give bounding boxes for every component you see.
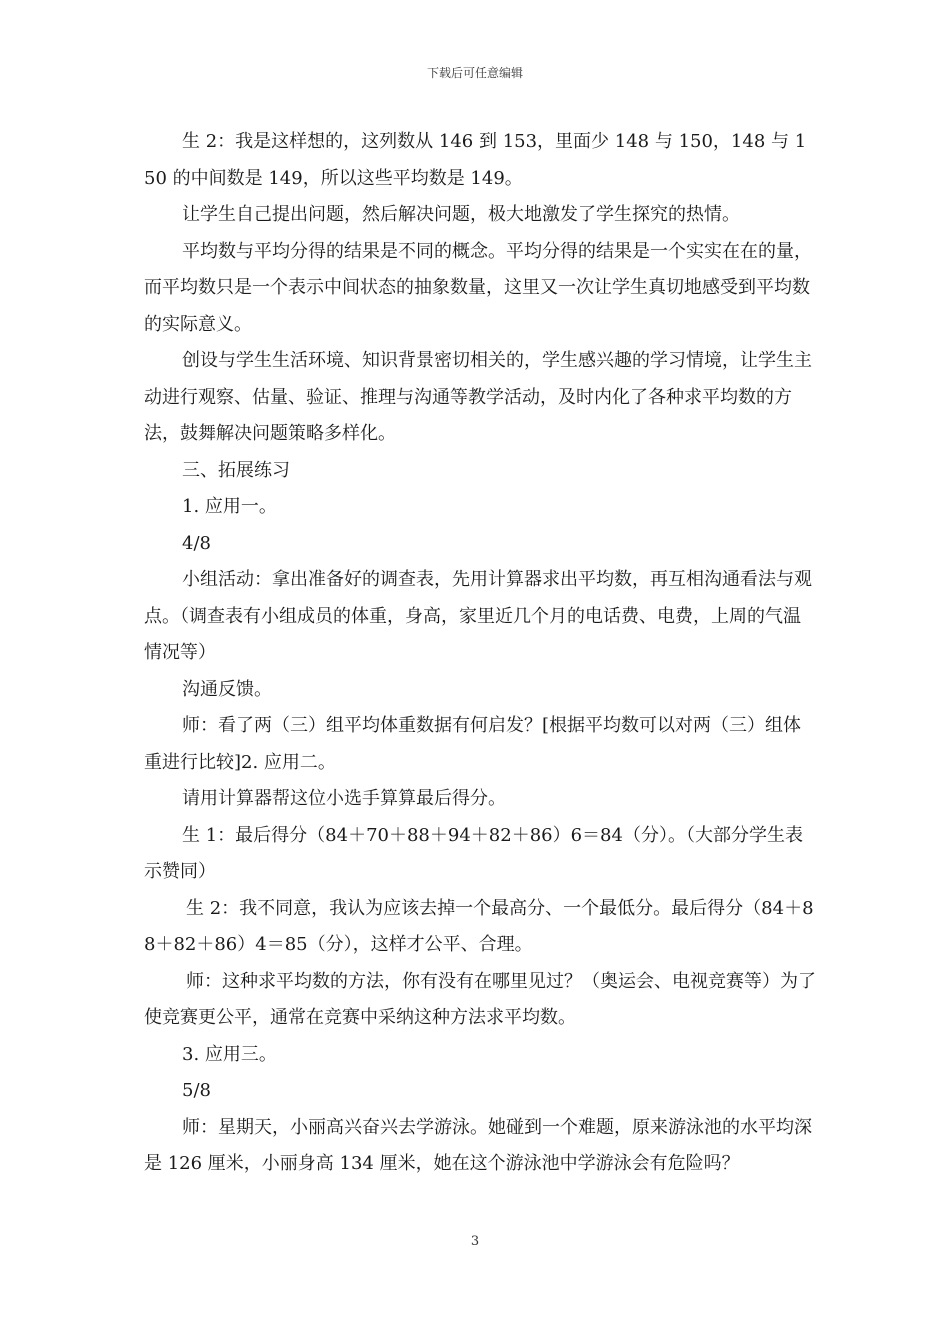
section-heading-extension: 三、拓展练习 (182, 459, 290, 481)
paragraph-student-questions: 让学生自己提出问题，然后解决问题，极大地激发了学生探究的热情。 (182, 204, 740, 225)
page-number: 3 (470, 1234, 480, 1249)
document-body (144, 124, 816, 1183)
paragraph-calculator-task: 请用计算器帮这位小选手算算最后得分。 (182, 788, 506, 809)
paragraph-learning-context: 创设与学生生活环境、知识背景密切相关的，学生感兴趣的学习情境，让学生主动进行观察、估量、验证、推理与沟通等教学活动，及时内化了各种求平均数的方法，鼓舞解决问题策略多样化。 (144, 350, 812, 444)
paragraph-feedback: 沟通反馈。 (182, 678, 272, 700)
paragraph-student2-reasoning: 生 2：我是这样想的，这列数从 146 到 153，里面少 148 与 150，148 与 150 的中间数是 149，所以这些平均数是 149。 (144, 131, 807, 189)
page-marker-4-of-8: 4/8 (182, 532, 211, 554)
paragraph-swimming-problem: 师：星期天，小丽高兴奋兴去学游泳。她碰到一个难题，原来游泳池的水平均深是 126 厘米，小丽身高 134 厘米，她在这个游泳池中学游泳会有危险吗？ (144, 1116, 812, 1174)
item-application-three: 3. 应用三。 (182, 1043, 277, 1065)
paragraph-student1-score: 生 1：最后得分（84＋70＋88＋94＋82＋86）6＝84（分）。（大部分学生表示赞同） (144, 824, 803, 882)
item-application-one: 1. 应用一。 (182, 496, 277, 517)
paragraph-group-activity: 小组活动：拿出准备好的调查表，先用计算器求出平均数，再互相沟通看法与观点。（调查表有小组成员的体重，身高，家里近几个月的电话费、电费，上周的气温情况等） (144, 569, 812, 663)
page-marker-5-of-8: 5/8 (182, 1080, 211, 1101)
paragraph-teacher-weight: 师：看了两（三）组平均体重数据有何启发？[根据平均数可以对两（三）组体重进行比较]2. 应用二。 (144, 715, 802, 773)
paragraph-average-concept: 平均数与平均分得的结果是不同的概念。平均分得的结果是一个实实在在的量，而平均数只是一个表示中间状态的抽象数量，这里又一次让学生真切地感受到平均数的实际意义。 (144, 240, 812, 335)
paragraph-teacher-method: 师：这种求平均数的方法，你有没有在哪里见过？（奥运会、电视竞赛等）为了使竞赛更公平，通常在竞赛中采纳这种方法求平均数。 (144, 970, 816, 1028)
paragraph-student2-score: 生 2：我不同意，我认为应该去掉一个最高分、一个最低分。最后得分（84＋88＋82＋86）4＝85（分），这样才公平、合理。 (144, 897, 814, 955)
page-header: 下载后可任意编辑 (426, 66, 523, 80)
